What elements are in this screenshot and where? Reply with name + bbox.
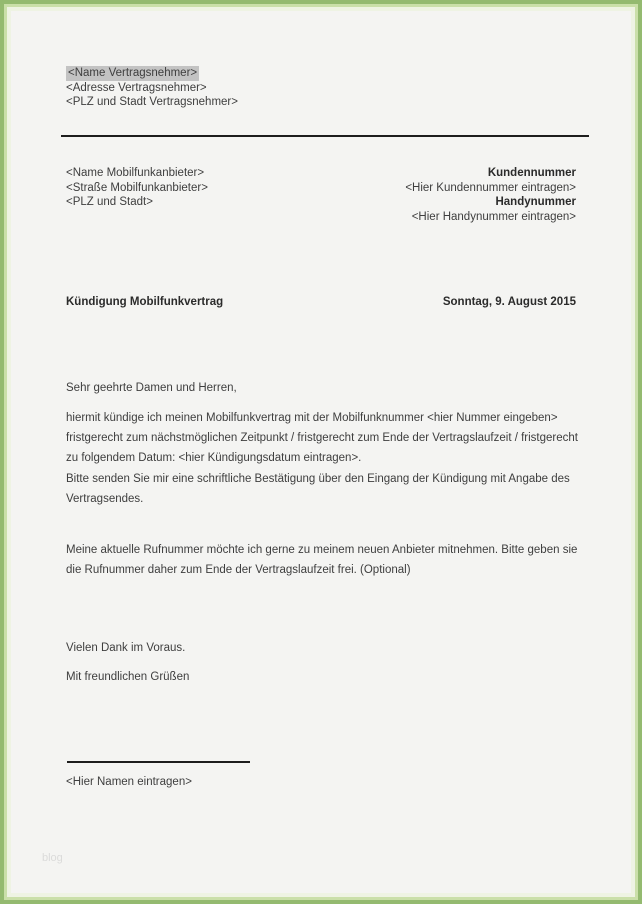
watermark-text: blog	[42, 852, 63, 864]
phone-number-placeholder: <Hier Handynummer eintragen>	[411, 210, 576, 223]
sender-street-placeholder: <Adresse Vertragsnehmer>	[66, 81, 207, 94]
sender-name-line	[66, 66, 238, 81]
letter-date: Sonntag, 9. August 2015	[442, 296, 576, 308]
signature-name-placeholder: <Hier Namen eintragen>	[66, 776, 192, 788]
subject-title: Kündigung Mobilfunkvertrag	[66, 296, 224, 308]
customer-number-placeholder: <Hier Kundennummer eintragen>	[405, 181, 576, 194]
paragraph-porting: Meine aktuelle Rufnummer möchte ich gerne zu meinem neuen Anbieter mitnehmen. Bitte geben sie die Rufnummer daher zum Ende der Vertragslaufzeit frei. (Optional)	[66, 544, 578, 576]
closing-line: Mit freundlichen Grüßen	[66, 671, 190, 683]
header-divider-rule	[61, 135, 589, 137]
sender-address-block	[66, 66, 238, 110]
phone-number-label: Handynummer	[495, 196, 576, 208]
recipient-street-placeholder: <Straße Mobilfunkanbieter>	[66, 181, 208, 194]
customer-number-label: Kundennummer	[487, 167, 576, 179]
subject-date-row	[66, 296, 576, 308]
reference-block	[405, 166, 576, 224]
signature-rule	[67, 761, 250, 763]
recipient-name-placeholder: <Name Mobilfunkanbieter>	[66, 167, 205, 179]
sender-city-placeholder: <PLZ und Stadt Vertragsnehmer>	[66, 96, 238, 108]
recipient-city-placeholder: <PLZ und Stadt>	[66, 196, 153, 208]
salutation: Sehr geehrte Damen und Herren,	[66, 382, 237, 394]
thanks-line: Vielen Dank im Voraus.	[66, 642, 186, 654]
paragraph-confirmation: Bitte senden Sie mir eine schriftliche Bestätigung über den Eingang der Kündigung mit Angabe des Vertragsendes.	[66, 473, 570, 505]
paragraph-cancellation: hiermit kündige ich meinen Mobilfunkvertrag mit der Mobilfunknummer <hier Nummer eingeben> fristgerecht zum nächstmöglichen Zeitpunkt / fristgerecht zum Ende der Vertragslaufzeit / fristgerecht zu folgendem Datum: <hier Kündigungsdatum eintragen>.	[66, 412, 578, 464]
recipient-reference-row	[66, 166, 576, 224]
recipient-address-block	[66, 166, 208, 224]
sender-name-placeholder: <Name Vertragsnehmer>	[68, 67, 198, 79]
